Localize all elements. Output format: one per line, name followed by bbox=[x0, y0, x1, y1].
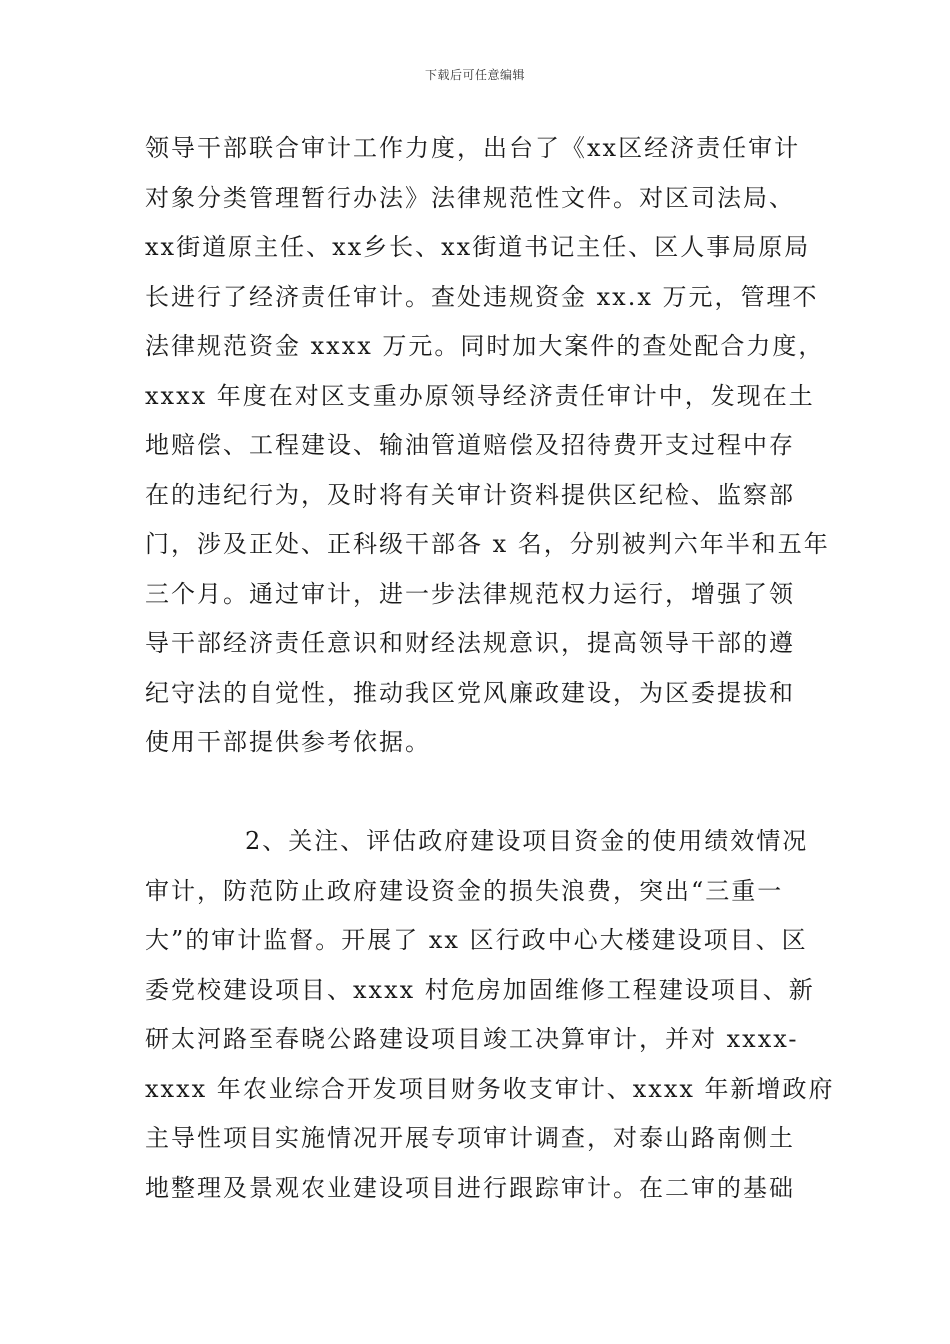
text-line: 纪守法的自觉性，推动我区党风廉政建设，为区委提拔和 bbox=[145, 678, 795, 707]
text-line: 地整理及景观农业建设项目进行跟踪审计。在二审的基础 bbox=[145, 1173, 795, 1202]
text-line-indented: 2、关注、评估政府建设项目资金的使用绩效情况 bbox=[245, 827, 809, 855]
text-line: xxxx 年农业综合开发项目财务收支审计、xxxx 年新增政府 bbox=[145, 1074, 835, 1103]
paragraph-spacer bbox=[145, 768, 815, 818]
paragraph-2 bbox=[145, 817, 835, 1213]
text-line: xx街道原主任、xx乡长、xx街道书记主任、区人事局原局 bbox=[145, 233, 811, 261]
text-line: 导干部经济责任意识和财经法规意识，提高领导干部的遵 bbox=[145, 629, 795, 657]
text-line: xxxx 年度在对区支重办原领导经济责任审计中，发现在土 bbox=[145, 381, 815, 410]
text-line: 委党校建设项目、xxxx 村危房加固维修工程建设项目、新 bbox=[145, 975, 815, 1004]
text-line: 领导干部联合审计工作力度，出台了《xx区经济责任审计 bbox=[145, 134, 801, 162]
text-line: 三个月。通过审计，进一步法律规范权力运行，增强了领 bbox=[145, 579, 795, 608]
text-line: 对象分类管理暂行办法》法律规范性文件。对区司法局、 bbox=[145, 183, 795, 212]
text-line: 审计，防范防止政府建设资金的损失浪费，突出“三重一 bbox=[145, 876, 784, 905]
text-line: 大”的审计监督。开展了 xx 区行政中心大楼建设项目、区 bbox=[145, 926, 808, 954]
text-line: 主导性项目实施情况开展专项审计调查，对泰山路南侧土 bbox=[145, 1124, 795, 1152]
text-line: 地赔偿、工程建设、输油管道赔偿及招待费开支过程中存 bbox=[145, 431, 795, 459]
text-line: 长进行了经济责任审计。查处违规资金 xx.x 万元，管理不 bbox=[145, 282, 819, 311]
paragraph-1 bbox=[145, 124, 830, 768]
document-body bbox=[145, 124, 835, 1213]
text-line: 法律规范资金 xxxx 万元。同时加大案件的查处配合力度， bbox=[145, 332, 825, 360]
text-line: 研太河路至春晓公路建设项目竣工决算审计，并对 xxxx- bbox=[145, 1025, 799, 1053]
text-line: 门，涉及正处、正科级干部各 x 名，分别被判六年半和五年 bbox=[145, 530, 830, 558]
text-line: 在的违纪行为，及时将有关审计资料提供区纪检、监察部 bbox=[145, 480, 795, 509]
header-note: 下载后可任意编辑 bbox=[424, 68, 525, 82]
text-line: 使用干部提供参考依据。 bbox=[145, 728, 431, 756]
